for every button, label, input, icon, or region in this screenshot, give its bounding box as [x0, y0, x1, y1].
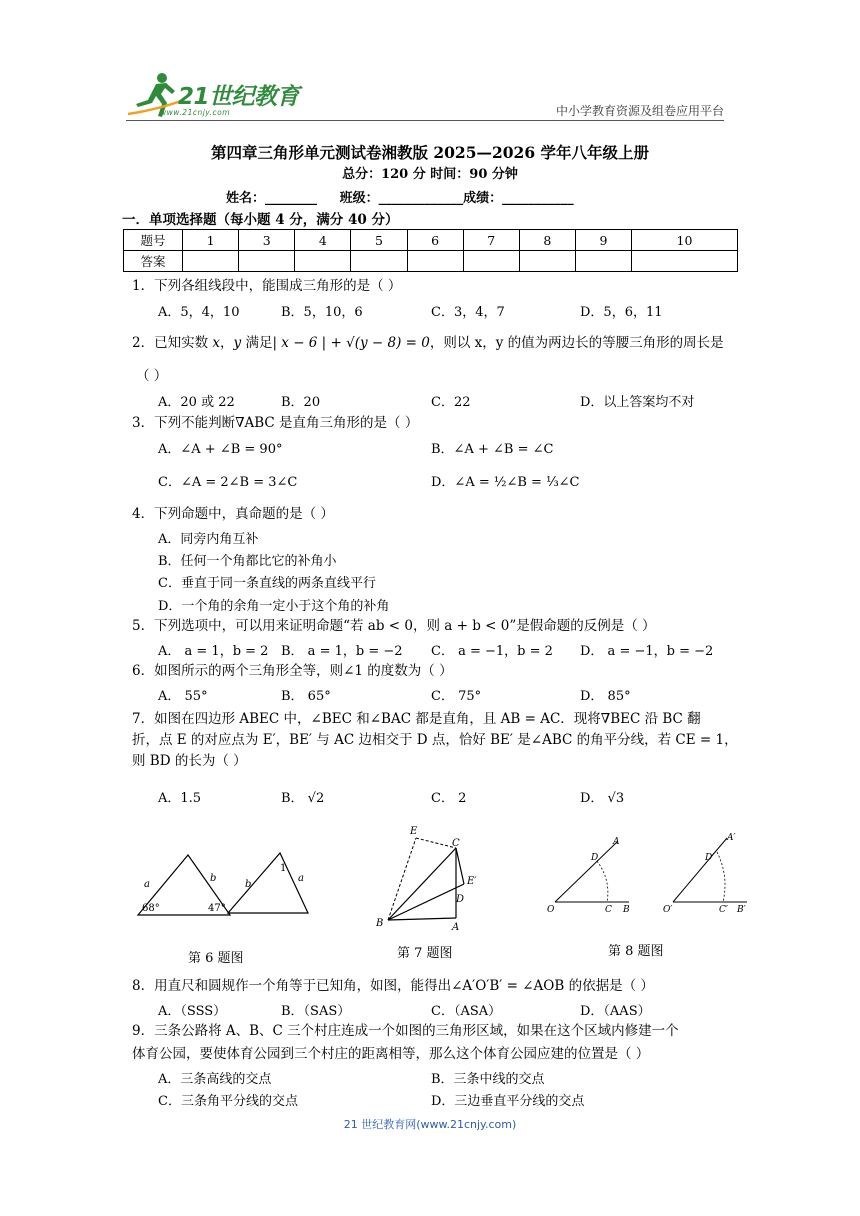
logo-url: www.21cnjy.com [160, 108, 231, 117]
q4-option-a: A．同旁内角互补 [158, 532, 259, 547]
table-cell: 1 [183, 230, 239, 251]
q3-option-c: C．∠A = 2∠B = 3∠C [158, 475, 298, 490]
exam-title: 第四章三角形单元测试卷湘教版 2025—2026 学年八年级上册 [210, 143, 650, 162]
fig6-label-b2: b [245, 879, 252, 890]
fig8-label-a-prime: A′ [727, 833, 736, 843]
fig6-angle-68: 68° [142, 903, 160, 914]
q9-option-b: B．三条中线的交点 [431, 1072, 545, 1087]
q2-option-a: A．20 或 22 [158, 395, 235, 410]
q2-option-c: C．22 [431, 395, 471, 410]
q5-option-b: B． a = 1，b = −2 [281, 644, 403, 659]
answer-cell[interactable] [183, 251, 239, 272]
q8-option-b: B．（SAS） [281, 1004, 351, 1019]
question-4: 4．下列命题中，真命题的是（ ） [132, 506, 334, 522]
fig7-label-d: D [456, 894, 465, 905]
answer-table [123, 229, 738, 272]
answer-cell[interactable] [519, 251, 575, 272]
question-9-line-1: 9．三条公路将 A、B、C 三个村庄连成一个如图的三角形区域，如果在这个区域内修建一个 [132, 1023, 679, 1039]
q2-formula: | x − 6 | + √(y − 8) = 0 [272, 335, 430, 351]
q3-option-a: A．∠A + ∠B = 90° [158, 442, 283, 457]
table-cell: 6 [407, 230, 463, 251]
question-7-line-3: 则 BD 的长为（ ） [132, 753, 247, 769]
figure-7-caption: 第 7 题图 [397, 946, 453, 961]
answer-cell[interactable] [239, 251, 295, 272]
answer-cell[interactable] [632, 251, 738, 272]
fig7-label-a: A [452, 922, 460, 933]
fig8-label-d: D [591, 853, 599, 863]
table-cell: 9 [575, 230, 631, 251]
question-2 [132, 334, 724, 352]
q2-option-d: D．以上答案均不对 [580, 395, 695, 410]
fig6-angle-1: 1 [280, 863, 287, 874]
q1-option-c: C．3，4，7 [431, 305, 505, 320]
q2-stem-2: 满足 [241, 335, 273, 351]
section-title: 一．单项选择题（每小题 4 分，满分 40 分） [122, 212, 399, 228]
q8-option-a: A．（SSS） [158, 1004, 227, 1019]
fig7-label-c: C [452, 838, 460, 849]
fig8-label-o-prime: O′ [663, 905, 673, 914]
q8-option-d: D．（AAS） [580, 1004, 651, 1019]
q2-var-y: y [233, 335, 242, 351]
q1-option-a: A．5，4，10 [158, 305, 240, 320]
answer-cell[interactable] [351, 251, 407, 272]
q8-option-c: C．（ASA） [431, 1004, 502, 1019]
logo-text: 21世纪教育 [178, 84, 300, 110]
q3-option-d: D．∠A = ½∠B = ⅓∠C [431, 475, 580, 490]
exam-subtitle: 总分：120 分 时间：90 分钟 [342, 167, 518, 182]
fig8-label-d-prime: D′ [705, 853, 715, 863]
q2-stem: 2．已知实数 [132, 335, 213, 351]
figure-7 [372, 822, 482, 934]
q7-option-a: A．1.5 [158, 791, 202, 806]
question-3: 3．下列不能判断∇ABC 是直角三角形的是（ ） [132, 415, 419, 431]
q2-var-x: x [212, 335, 221, 351]
header-divider [126, 120, 724, 121]
figure-8-caption: 第 8 题图 [608, 944, 664, 959]
question-1: 1．下列各组线段中，能围成三角形的是（ ） [132, 278, 402, 294]
q2-paren: （ ） [136, 368, 168, 384]
answer-cell[interactable] [575, 251, 631, 272]
footer-link[interactable]: 21 世纪教育网(www.21cnjy.com) [343, 1118, 517, 1131]
answer-cell[interactable] [463, 251, 519, 272]
question-6: 6．如图所示的两个三角形全等，则∠1 的度数为（ ） [132, 663, 453, 679]
fig8-label-o: O [547, 905, 555, 914]
q1-option-b: B．5，10，6 [281, 305, 363, 320]
table-cell: 4 [295, 230, 351, 251]
answer-cell[interactable] [295, 251, 351, 272]
fig6-label-a: a [144, 879, 150, 890]
q2-stem-3: ，则以 x，y 的值为两边长的等腰三角形的周长是 [429, 335, 724, 351]
fig8-label-b: B [623, 905, 630, 914]
fig6-label-a2: a [298, 873, 304, 884]
fig6-angle-47: 47° [208, 903, 226, 914]
question-5: 5．下列选项中，可以用来证明命题“若 ab < 0，则 a + b < 0”是假命题的反例是（ ） [132, 618, 656, 634]
q6-option-a: A． 55° [158, 689, 208, 704]
q5-option-d: D． a = −1，b = −2 [580, 644, 714, 659]
fig8-label-c-prime: C′ [719, 905, 728, 914]
table-cell: 7 [463, 230, 519, 251]
figure-8 [545, 832, 755, 914]
q6-option-d: D． 85° [580, 689, 631, 704]
answer-cell[interactable] [407, 251, 463, 272]
q9-option-a: A．三条高线的交点 [158, 1072, 272, 1087]
platform-name: 中小学教育资源及组卷应用平台 [555, 104, 724, 118]
q5-option-a: A． a = 1，b = 2 [158, 644, 269, 659]
table-row [124, 230, 738, 251]
q9-option-c: C．三条角平分线的交点 [158, 1094, 298, 1109]
question-9-line-2: 体育公园，要使体育公园到三个村庄的距离相等，那么这个体育公园应建的位置是（ ） [132, 1046, 650, 1062]
fig7-label-e-prime: E′ [467, 876, 477, 887]
q3-option-b: B．∠A + ∠B = ∠C [431, 442, 554, 457]
q6-option-c: C． 75° [431, 689, 482, 704]
q4-option-d: D．一个角的余角一定小于这个角的补角 [158, 599, 390, 614]
q7-option-d: D． √3 [580, 791, 625, 806]
q6-option-b: B． 65° [281, 689, 331, 704]
q5-option-c: C． a = −1，b = 2 [431, 644, 553, 659]
fig8-label-b-prime: B′ [737, 905, 746, 914]
table-cell: 10 [632, 230, 738, 251]
fig7-label-b: B [376, 918, 384, 929]
q9-option-d: D．三边垂直平分线的交点 [431, 1094, 585, 1109]
table-row [124, 251, 738, 272]
question-7-line-1: 7．如图在四边形 ABEC 中，∠BEC 和∠BAC 都是直角，且 AB = AC．现将∇BEC 沿 BC 翻 [132, 711, 701, 727]
fig8-label-c: C [605, 905, 612, 914]
q7-option-b: B． √2 [281, 791, 325, 806]
q2-comma: ， [220, 335, 234, 351]
question-7-line-2: 折，点 E 的对应点为 E′，BE′ 与 AC 边相交于 D 点，恰好 BE′ 是∠ABC 的角平分线，若 CE = 1， [132, 732, 738, 748]
table-cell: 5 [351, 230, 407, 251]
fig8-label-a: A [613, 837, 620, 847]
table-cell: 3 [239, 230, 295, 251]
q4-option-b: B．任何一个角都比它的补角小 [158, 554, 337, 569]
q4-option-c: C．垂直于同一条直线的两条直线平行 [158, 576, 376, 591]
fig6-label-b: b [210, 873, 217, 884]
student-info-line: 姓名：________ 班级：_____________成绩：___________ [226, 191, 574, 206]
figure-6 [130, 825, 330, 925]
q2-option-b: B．20 [281, 395, 321, 410]
question-8: 8．用直尺和圆规作一个角等于已知角，如图，能得出∠A′O′B′ = ∠AOB 的依据是（ ） [132, 978, 654, 994]
fig7-label-e: E [410, 826, 418, 837]
q7-option-c: C． 2 [431, 791, 467, 806]
q1-option-d: D．5，6，11 [580, 305, 663, 320]
table-cell: 答案 [124, 251, 183, 272]
table-cell: 8 [519, 230, 575, 251]
table-cell: 题号 [124, 230, 183, 251]
figure-6-caption: 第 6 题图 [188, 951, 244, 966]
